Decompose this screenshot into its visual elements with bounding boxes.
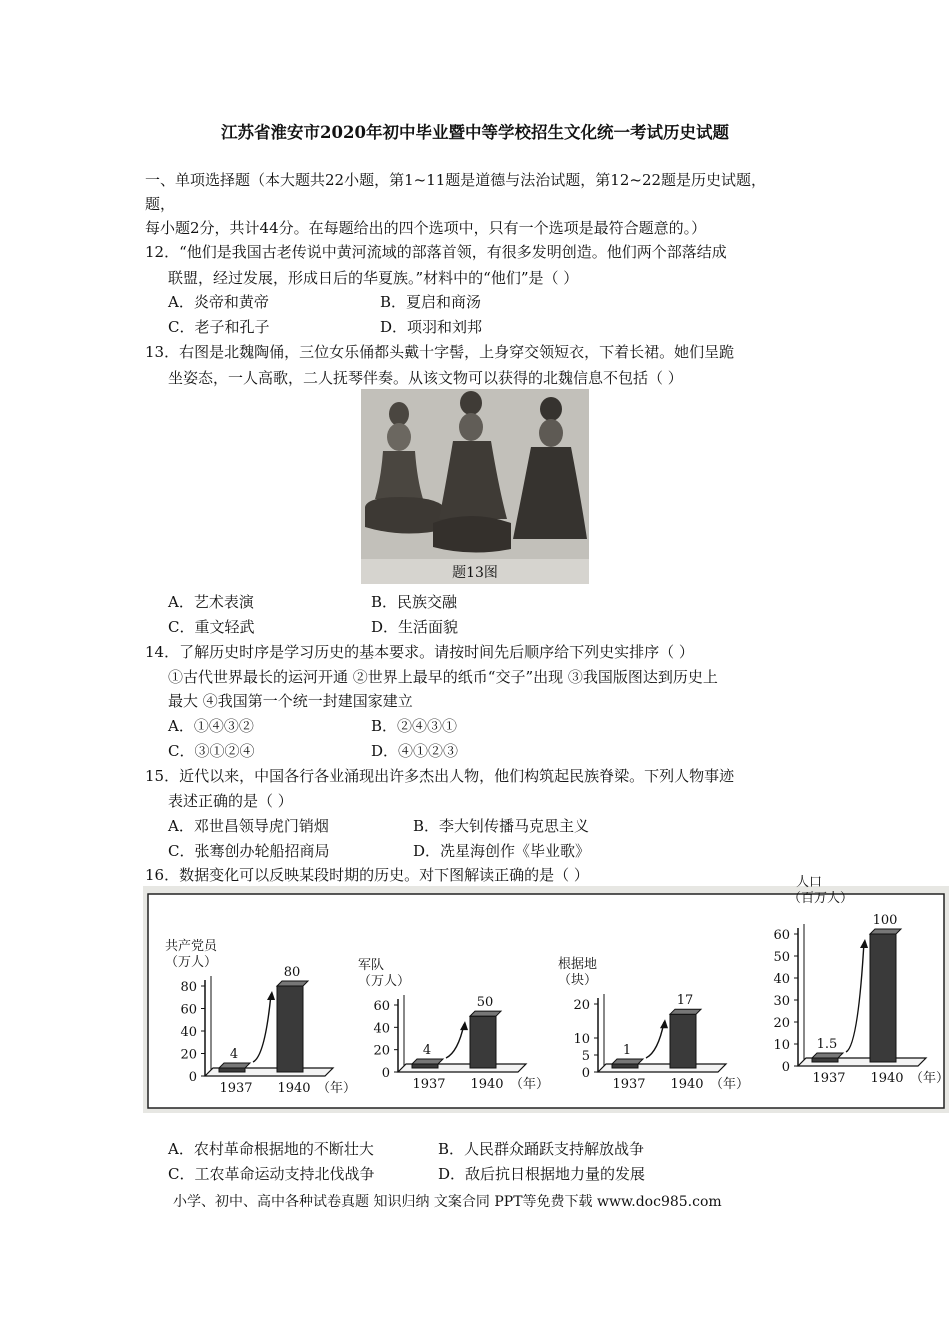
chart1-x-label-1940: 1940 <box>277 1081 311 1096</box>
chart1-tick-label: 20 <box>180 1047 197 1063</box>
q14-option-d[interactable]: D．④①②③ <box>371 742 459 760</box>
chart3-tick-label: 0 <box>581 1066 590 1081</box>
q15-stem-1: 15．近代以来，中国各行各业涌现出许多杰出人物，他们构筑起民族脊梁。下列人物事迹 <box>145 767 735 785</box>
chart3-tick-label: 5 <box>581 1049 590 1064</box>
chart4-x-unit: （年） <box>910 1071 950 1086</box>
q14-option-c[interactable]: C．③①②④ <box>168 742 255 760</box>
chart3-tick-label: 20 <box>573 998 590 1013</box>
chart2-bar-1937 <box>412 1064 438 1068</box>
chart4-tick-label: 50 <box>773 950 790 965</box>
chart4-tick-label: 40 <box>773 972 790 987</box>
q12-option-d[interactable]: D．项羽和刘邦 <box>380 318 483 336</box>
page-title: 江苏省淮安市2020年初中毕业暨中等学校招生文化统一考试历史试题 <box>221 123 729 142</box>
chart1-tick-label: 80 <box>180 980 197 995</box>
q16-stem-1: 16．数据变化可以反映某段时期的历史。对下图解读正确的是（ ） <box>145 866 589 884</box>
q13-option-d[interactable]: D．生活面貌 <box>371 618 459 636</box>
chart1-value-label-1937: 4 <box>229 1047 239 1062</box>
q12-stem-2: 联盟，经过发展，形成日后的华夏族。”材料中的“他们”是（ ） <box>168 269 579 287</box>
chart3-value-label-1940: 17 <box>676 993 694 1009</box>
chart3-title: 根据地 <box>558 957 598 972</box>
chart1-title: 共产党员 <box>165 939 218 954</box>
chart2-bar-top-1940 <box>470 1011 501 1016</box>
q15-option-c[interactable]: C．张骞创办轮船招商局 <box>168 842 330 860</box>
section-intro-line2: 每小题2分，共计44分。在每题给出的四个选项中，只有一个选项是最符合题意的。） <box>145 219 707 237</box>
chart2-x-label-1937: 1937 <box>412 1077 446 1092</box>
q15-option-b[interactable]: B．李大钊传播马克思主义 <box>413 817 590 835</box>
footer-text: 小学、初中、高中各种试卷真题 知识归纳 文案合同 PPT等免费下载 www.doc985.com <box>173 1194 722 1210</box>
chart1-bar-top-1940 <box>277 981 308 986</box>
chart4-x-label-1940: 1940 <box>870 1071 904 1086</box>
chart1-tick-label: 40 <box>180 1025 197 1040</box>
q13-option-b[interactable]: B．民族交融 <box>371 593 458 611</box>
q14-stem-2: ①古代世界最长的运河开通 ②世界上最早的纸币“交子”出现 ③我国版图达到历史上 <box>168 668 718 686</box>
q16-option-b[interactable]: B．人民群众踊跃支持解放战争 <box>438 1140 645 1158</box>
chart4-title: 人口 <box>796 875 823 890</box>
q16-option-a[interactable]: A．农村革命根据地的不断壮大 <box>168 1140 374 1158</box>
chart2-tick-label: 20 <box>373 1043 390 1059</box>
chart4-tick-label: 10 <box>773 1038 790 1053</box>
chart2-tick-label: 40 <box>373 1021 390 1037</box>
q12-option-b[interactable]: B．夏启和商汤 <box>380 293 482 311</box>
chart4-bar-1937 <box>812 1058 838 1062</box>
q13-option-a[interactable]: A．艺术表演 <box>168 593 254 611</box>
chart3-x-label-1937: 1937 <box>612 1077 646 1092</box>
q12-option-c[interactable]: C．老子和孔子 <box>168 318 270 336</box>
chart2-bar-1940 <box>470 1016 496 1068</box>
chart1-bar-top-1937 <box>219 1063 250 1068</box>
chart3-ylabel: （块） <box>558 973 598 988</box>
q16-option-d[interactable]: D．敌后抗日根据地力量的发展 <box>438 1165 646 1183</box>
q14-stem-3: 最大 ④我国第一个统一封建国家建立 <box>168 692 413 710</box>
q15-option-a[interactable]: A．邓世昌领导虎门销烟 <box>168 817 329 835</box>
chart3-x-unit: （年） <box>710 1077 750 1092</box>
chart2-x-unit: （年） <box>510 1077 550 1092</box>
chart1-bar-1940 <box>277 986 303 1072</box>
chart3-bar-1937 <box>612 1064 638 1068</box>
chart2-x-label-1940: 1940 <box>470 1077 504 1092</box>
chart2-title: 军队 <box>358 958 385 973</box>
chart4-tick-label: 20 <box>773 1016 790 1031</box>
chart3-tick-label: 10 <box>573 1032 590 1047</box>
chart1-tick-label: 0 <box>188 1070 197 1085</box>
chart3-x-label-1940: 1940 <box>670 1077 704 1092</box>
chart4-bar-top-1940 <box>870 929 901 934</box>
chart1-bar-1937 <box>219 1068 245 1072</box>
chart1-value-label-1940: 80 <box>283 965 301 980</box>
chart3-bar-top-1940 <box>670 1009 701 1014</box>
section-intro-line1: 一、单项选择题（本大题共22小题，第1~11题是道德与法治试题，第12~22题是历史试题， <box>145 171 767 189</box>
chart4-bar-top-1937 <box>812 1053 843 1058</box>
chart2-value-label-1937: 4 <box>422 1043 432 1058</box>
chart4-tick-label: 0 <box>781 1060 790 1075</box>
chart4-value-label-1937: 1.5 <box>816 1037 838 1052</box>
chart4-bar-1940 <box>870 934 896 1062</box>
chart2-ylabel: （万人） <box>358 974 411 989</box>
chart2-value-label-1940: 50 <box>476 995 494 1011</box>
q13-option-c[interactable]: C．重文轻武 <box>168 618 255 636</box>
q16-option-c[interactable]: C．工农革命运动支持北伐战争 <box>168 1165 375 1183</box>
chart4-tick-label: 30 <box>773 994 790 1009</box>
q13-stem-1: 13．右图是北魏陶俑，三位女乐俑都头戴十字髻，上身穿交领短衣，下着长裙。她们呈跪 <box>145 343 735 361</box>
chart3-bar-1940 <box>670 1014 696 1068</box>
figure-13-caption: 题13图 <box>452 565 498 581</box>
chart1-x-unit: （年） <box>317 1081 357 1096</box>
q15-option-d[interactable]: D．冼星海创作《毕业歌》 <box>413 842 591 860</box>
chart4-tick-label: 60 <box>773 928 790 943</box>
chart2-tick-label: 60 <box>373 999 390 1014</box>
q15-stem-2: 表述正确的是（ ） <box>168 792 293 810</box>
chart4-ylabel: （百万人） <box>788 891 854 906</box>
chart3-bar-top-1937 <box>612 1059 643 1064</box>
q12-stem-1: 12．“他们是我国古老传说中黄河流域的部落首领，有很多发明创造。他们两个部落结成 <box>145 243 727 261</box>
chart1-ylabel: （万人） <box>165 955 218 970</box>
q12-option-a[interactable]: A．炎帝和黄帝 <box>168 293 269 311</box>
figure-13-pottery-figurines <box>361 389 589 584</box>
q14-option-b[interactable]: B．②④③① <box>371 717 458 735</box>
chart1-tick-label: 60 <box>180 1002 197 1018</box>
section-intro-line1-cont: 题， <box>145 195 176 213</box>
chart2-tick-label: 0 <box>381 1066 390 1081</box>
chart4-x-label-1937: 1937 <box>812 1071 846 1086</box>
chart4-value-label-1940: 100 <box>872 913 898 928</box>
chart2-bar-top-1937 <box>412 1059 443 1064</box>
q13-stem-2: 坐姿态，一人高歌，二人抚琴伴奏。从该文物可以获得的北魏信息不包括（ ） <box>168 369 683 387</box>
q14-option-a[interactable]: A．①④③② <box>168 717 254 735</box>
chart3-value-label-1937: 1 <box>622 1043 632 1058</box>
q14-stem-1: 14．了解历史时序是学习历史的基本要求。请按时间先后顺序给下列史实排序（ ） <box>145 643 694 661</box>
chart1-x-label-1937: 1937 <box>219 1081 253 1096</box>
